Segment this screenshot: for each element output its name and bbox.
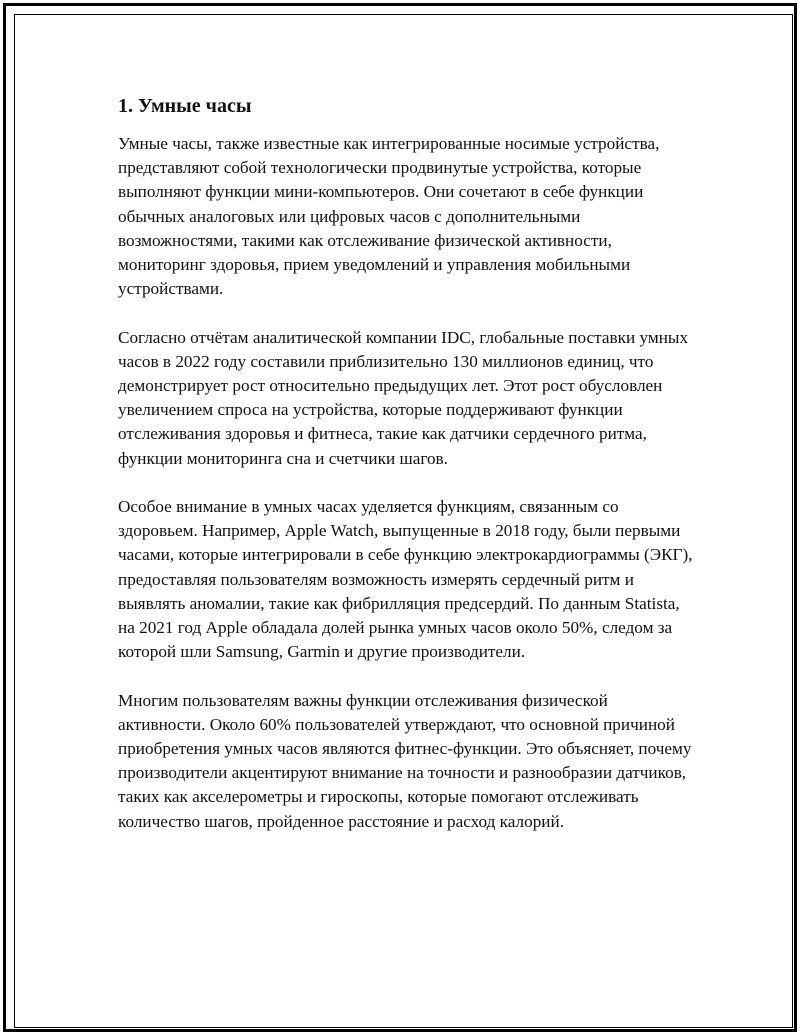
paragraph-intro: Умные часы, также известные как интегрированные носимые устройства, представляют собой технологически продвинутые устройства, которые выполняют функции мини-компьютеров. Они сочетают в себе функции обычных аналоговых или цифровых часов с дополнительными возможностями, такими как отслеживание физической активности, мониторинг здоровья, прием уведомлений и управления мобильными устройствами.: [118, 134, 660, 299]
document-body: [118, 92, 698, 858]
paragraph-health: Особое внимание в умных часах уделяется функциям, связанным со здоровьем. Например, Apple Watch, выпущенные в 2018 году, были первыми часами, которые интегрировали в себе функцию электрокардиограммы (ЭКГ), предоставляя пользователям возможность измерять сердечный ритм и выявлять аномалии, такие как фибрилляция предсердий. По данным Statista, на 2021 год Apple обладала долей рынка умных часов около 50%, следом за которой шли Samsung, Garmin и другие производители.: [118, 497, 693, 662]
section-title: 1. Умные часы: [118, 95, 252, 117]
paragraph-fitness: Многим пользователям важны функции отслеживания физической активности. Около 60% пользователей утверждают, что основной причиной приобретения умных часов являются фитнес-функции. Это объясняет, почему производители акцентируют внимание на точности и разнообразии датчиков, таких как акселерометры и гироскопы, которые помогают отслеживать количество шагов, пройденное расстояние и расход калорий.: [118, 690, 692, 831]
paragraph-market: Согласно отчётам аналитической компании IDC, глобальные поставки умных часов в 2022 году составили приблизительно 130 миллионов единиц, что демонстрирует рост относительно предыдущих лет. Этот рост обусловлен увеличением спроса на устройства, которые поддерживают функции отслеживания здоровья и фитнеса, такие как датчики сердечного ритма, функции мониторинга сна и счетчики шагов.: [118, 327, 689, 468]
